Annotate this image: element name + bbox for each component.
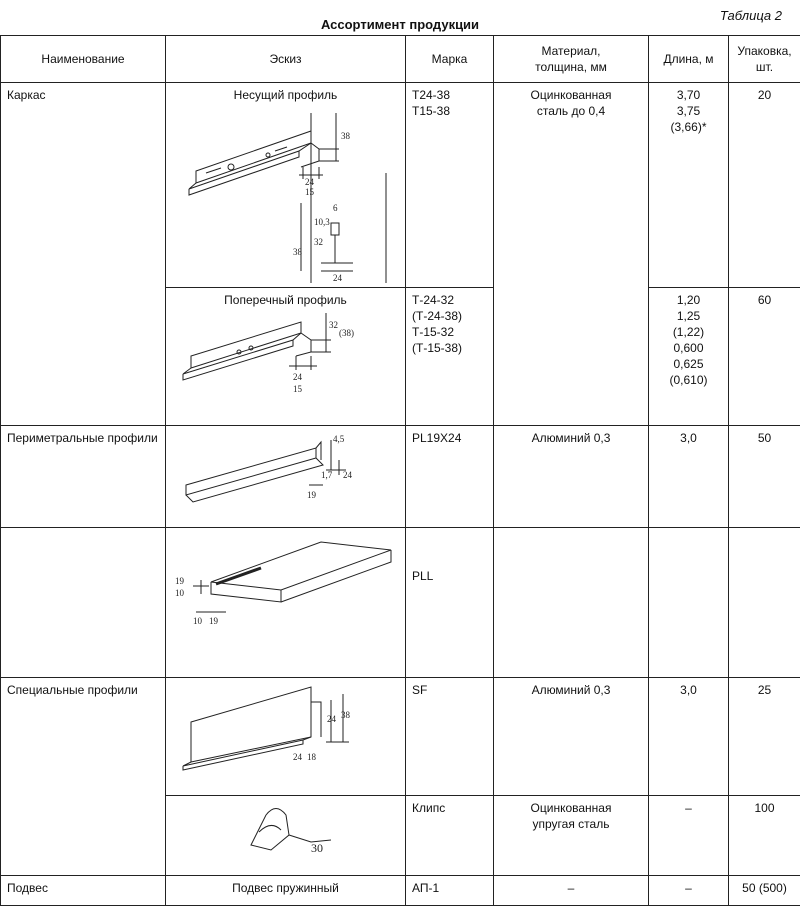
material-sf: Алюминий 0,3 xyxy=(494,678,649,796)
product-table xyxy=(0,35,800,906)
length-clip: – xyxy=(649,796,729,876)
mark-clip: Клипс xyxy=(406,796,494,876)
material-pll-empty xyxy=(494,528,649,678)
dim-sf-24b: 24 xyxy=(293,752,303,762)
material-hanger: – xyxy=(494,876,649,906)
cross-profile-caption: Поперечный профиль xyxy=(168,292,403,308)
material-clip: Оцинкованная упругая сталь xyxy=(494,796,649,876)
dim-per-19: 19 xyxy=(307,490,317,500)
table-row xyxy=(1,528,800,678)
dim-per-24: 24 xyxy=(343,470,353,480)
sketch-pll xyxy=(166,528,406,678)
page-title: Ассортимент продукции xyxy=(0,17,800,32)
main-profile-drawing xyxy=(171,103,401,283)
mark-pll: PLL xyxy=(406,528,494,678)
table-row xyxy=(1,678,800,796)
sf-drawing xyxy=(171,682,401,782)
mark-cross-profile: Т-24-32 (Т-24-38) Т-15-32 (Т-15-38) xyxy=(406,288,494,426)
sketch-perimeter xyxy=(166,426,406,528)
mark-main-profile: Т24-38 Т15-38 xyxy=(406,83,494,288)
cross-profile-drawing xyxy=(171,308,401,408)
dim-cross-32: 32 xyxy=(329,320,338,330)
perimeter-drawing xyxy=(171,430,401,522)
sketch-sf xyxy=(166,678,406,796)
dim-sec-24: 24 xyxy=(333,273,343,283)
dim-cross-38: (38) xyxy=(339,328,354,338)
sketch-hanger: Подвес пружинный xyxy=(166,876,406,906)
dim-sec-103: 10,3 xyxy=(314,217,330,227)
pll-drawing xyxy=(171,532,401,642)
sketch-clip xyxy=(166,796,406,876)
pack-pll-empty xyxy=(729,528,800,678)
name-frame: Каркас xyxy=(1,83,166,426)
header-sketch: Эскиз xyxy=(166,36,406,83)
length-perimeter: 3,0 xyxy=(649,426,729,528)
dim-per-17: 1,7 xyxy=(321,470,333,480)
dim-sec-6: 6 xyxy=(333,203,338,213)
material-perimeter: Алюминий 0,3 xyxy=(494,426,649,528)
main-profile-caption: Несущий профиль xyxy=(168,87,403,103)
length-cross-profile: 1,20 1,25 (1,22) 0,600 0,625 (0,610) xyxy=(649,288,729,426)
dim-sec-38: 38 xyxy=(293,247,303,257)
sketch-main-profile xyxy=(166,83,406,288)
dim-pll-19a: 19 xyxy=(175,576,185,586)
clip-drawing xyxy=(171,800,401,864)
dim-sf-18: 18 xyxy=(307,752,317,762)
dim-pll-19b: 19 xyxy=(209,616,219,626)
pack-sf: 25 xyxy=(729,678,800,796)
table-number: Таблица 2 xyxy=(720,8,782,23)
sketch-cross-profile xyxy=(166,288,406,426)
dim-sf-24: 24 xyxy=(327,714,337,724)
header-row xyxy=(1,36,800,83)
dim-sec-32: 32 xyxy=(314,237,323,247)
dim-pll-10a: 10 xyxy=(175,588,185,598)
length-pll-empty xyxy=(649,528,729,678)
pack-perimeter: 50 xyxy=(729,426,800,528)
name-perimeter: Периметральные профили xyxy=(1,426,166,528)
table-row xyxy=(1,426,800,528)
dim-main-15: 15 xyxy=(305,187,315,197)
name-hanger: Подвес xyxy=(1,876,166,906)
mark-hanger: АП-1 xyxy=(406,876,494,906)
length-hanger: – xyxy=(649,876,729,906)
dim-cross-15: 15 xyxy=(293,384,303,394)
dim-cross-24: 24 xyxy=(293,372,303,382)
dim-clip-30: 30 xyxy=(311,841,323,855)
dim-main-38: 38 xyxy=(341,131,351,141)
pack-main-profile: 20 xyxy=(729,83,800,288)
table-row xyxy=(1,876,800,906)
dim-sf-38: 38 xyxy=(341,710,351,720)
name-special: Специальные профили xyxy=(1,678,166,876)
mark-sf: SF xyxy=(406,678,494,796)
length-main-profile: 3,70 3,75 (3,66)* xyxy=(649,83,729,288)
length-sf: 3,0 xyxy=(649,678,729,796)
header-material: Материал, толщина, мм xyxy=(494,36,649,83)
name-pll-empty xyxy=(1,528,166,678)
pack-clip: 100 xyxy=(729,796,800,876)
header-name: Наименование xyxy=(1,36,166,83)
header-mark: Марка xyxy=(406,36,494,83)
header-pack: Упаковка, шт. xyxy=(729,36,800,83)
pack-cross-profile: 60 xyxy=(729,288,800,426)
header-length: Длина, м xyxy=(649,36,729,83)
mark-perimeter: PL19X24 xyxy=(406,426,494,528)
material-frame: Оцинкованная сталь до 0,4 xyxy=(494,83,649,426)
pack-hanger: 50 (500) xyxy=(729,876,800,906)
table-row xyxy=(1,83,800,288)
dim-per-45: 4,5 xyxy=(333,434,345,444)
dim-pll-10b: 10 xyxy=(193,616,203,626)
dim-main-24: 24 xyxy=(305,177,315,187)
